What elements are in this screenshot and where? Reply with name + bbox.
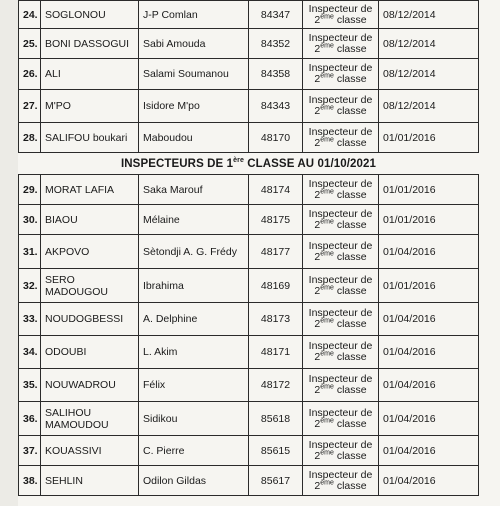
grade-line2: 2ème classe (314, 479, 367, 492)
row-number: 32. (19, 269, 41, 303)
grade-line1: Inspecteur de (308, 239, 373, 252)
grade-line2: 2ème classe (314, 417, 367, 430)
surname-cell: BIAOU (41, 205, 139, 235)
date-cell: 08/12/2014 (379, 59, 479, 90)
first-name-cell: Ibrahima (139, 269, 249, 303)
section-title: INSPECTEURS DE 1ère CLASSE AU 01/10/2021 (19, 153, 479, 175)
grade-line1: Inspecteur de (308, 406, 373, 419)
grade-cell (303, 466, 379, 496)
date-cell: 01/04/2016 (379, 303, 479, 336)
grade-cell (303, 436, 379, 466)
registration-number-cell: 48173 (249, 303, 303, 336)
date-cell: 08/12/2014 (379, 1, 479, 29)
date-cell: 01/01/2016 (379, 205, 479, 235)
surname-cell: ALI (41, 59, 139, 90)
grade-line2: 2ème classe (314, 218, 367, 231)
table-row (19, 303, 479, 336)
surname-cell: KOUASSIVI (41, 436, 139, 466)
grade-cell (303, 402, 379, 436)
surname-cell: M'PO (41, 90, 139, 123)
first-name-cell: Félix (139, 369, 249, 402)
registration-number-cell: 85618 (249, 402, 303, 436)
table-row (19, 336, 479, 369)
grade-cell (303, 1, 379, 29)
row-number: 31. (19, 235, 41, 269)
row-number: 35. (19, 369, 41, 402)
surname-cell: MORAT LAFIA (41, 175, 139, 205)
grade-line1: Inspecteur de (308, 207, 373, 220)
table-row (19, 402, 479, 436)
row-number: 37. (19, 436, 41, 466)
grade-line2: 2ème classe (314, 284, 367, 297)
row-number: 25. (19, 29, 41, 59)
surname-cell: SERO MADOUGOU (41, 269, 139, 303)
grade-line1: Inspecteur de (308, 31, 373, 44)
first-name-cell: Sètondji A. G. Frédy (139, 235, 249, 269)
registration-number-cell: 48172 (249, 369, 303, 402)
first-name-cell: Maboudou (139, 123, 249, 153)
row-number: 38. (19, 466, 41, 496)
first-name-cell: Saka Marouf (139, 175, 249, 205)
surname-cell: SALIHOU MAMOUDOU (41, 402, 139, 436)
date-cell: 01/04/2016 (379, 369, 479, 402)
grade-line1: Inspecteur de (308, 438, 373, 451)
registration-number-cell: 48177 (249, 235, 303, 269)
first-name-cell: Sabi Amouda (139, 29, 249, 59)
date-cell: 01/04/2016 (379, 336, 479, 369)
first-name-cell: C. Pierre (139, 436, 249, 466)
inspectors-table (18, 0, 479, 496)
grade-line2: 2ème classe (314, 317, 367, 330)
row-number: 30. (19, 205, 41, 235)
first-name-cell: Isidore M'po (139, 90, 249, 123)
date-cell: 01/01/2016 (379, 269, 479, 303)
grade-cell (303, 336, 379, 369)
grade-line1: Inspecteur de (308, 177, 373, 190)
grade-line2: 2ème classe (314, 136, 367, 149)
table-row (19, 466, 479, 496)
row-number: 36. (19, 402, 41, 436)
date-cell: 01/01/2016 (379, 175, 479, 205)
table-row (19, 436, 479, 466)
registration-number-cell: 84347 (249, 1, 303, 29)
row-number: 29. (19, 175, 41, 205)
date-cell: 08/12/2014 (379, 90, 479, 123)
first-name-cell: L. Akim (139, 336, 249, 369)
date-cell: 01/04/2016 (379, 466, 479, 496)
row-number: 33. (19, 303, 41, 336)
table-row (19, 369, 479, 402)
first-name-cell: Mélaine (139, 205, 249, 235)
surname-cell: SEHLIN (41, 466, 139, 496)
date-cell: 01/01/2016 (379, 123, 479, 153)
grade-line2: 2ème classe (314, 13, 367, 26)
grade-cell (303, 123, 379, 153)
grade-cell (303, 205, 379, 235)
grade-cell (303, 235, 379, 269)
date-cell: 08/12/2014 (379, 29, 479, 59)
registration-number-cell: 84358 (249, 59, 303, 90)
table-row (19, 29, 479, 59)
grade-line1: Inspecteur de (308, 62, 373, 74)
grade-cell (303, 29, 379, 59)
date-cell: 01/04/2016 (379, 436, 479, 466)
registration-number-cell: 85615 (249, 436, 303, 466)
row-number: 34. (19, 336, 41, 369)
table-row (19, 1, 479, 29)
registration-number-cell: 84343 (249, 90, 303, 123)
grade-line1: Inspecteur de (308, 94, 373, 106)
table-row (19, 90, 479, 123)
date-cell: 01/04/2016 (379, 235, 479, 269)
grade-line1: Inspecteur de (308, 273, 373, 286)
grade-line2: 2ème classe (314, 72, 367, 85)
grade-cell (303, 369, 379, 402)
section-header-row (19, 153, 479, 175)
grade-cell (303, 175, 379, 205)
grade-line2: 2ème classe (314, 188, 367, 201)
registration-number-cell: 48170 (249, 123, 303, 153)
registration-number-cell: 84352 (249, 29, 303, 59)
table-body-bottom (19, 175, 479, 496)
document-page (18, 0, 500, 506)
registration-number-cell: 48171 (249, 336, 303, 369)
date-cell: 01/04/2016 (379, 402, 479, 436)
grade-cell (303, 303, 379, 336)
first-name-cell: Odilon Gildas (139, 466, 249, 496)
grade-line1: Inspecteur de (308, 2, 373, 15)
table-row (19, 269, 479, 303)
grade-line2: 2ème classe (314, 250, 367, 263)
surname-cell: ODOUBI (41, 336, 139, 369)
grade-line2: 2ème classe (314, 383, 367, 396)
grade-line2: 2ème classe (314, 449, 367, 462)
first-name-cell: Salami Soumanou (139, 59, 249, 90)
registration-number-cell: 48175 (249, 205, 303, 235)
grade-line1: Inspecteur de (308, 373, 373, 385)
table-row (19, 175, 479, 205)
surname-cell: BONI DASSOGUI (41, 29, 139, 59)
surname-cell: NOUDOGBESSI (41, 303, 139, 336)
table-row (19, 59, 479, 90)
registration-number-cell: 48169 (249, 269, 303, 303)
grade-line2: 2ème classe (314, 42, 367, 55)
first-name-cell: A. Delphine (139, 303, 249, 336)
table-row (19, 205, 479, 235)
surname-cell: NOUWADROU (41, 369, 139, 402)
grade-line1: Inspecteur de (308, 468, 373, 481)
section-header-body (19, 153, 479, 175)
grade-cell (303, 59, 379, 90)
grade-line2: 2ème classe (314, 104, 367, 117)
row-number: 24. (19, 1, 41, 29)
surname-cell: SALIFOU boukari (41, 123, 139, 153)
grade-line1: Inspecteur de (308, 125, 373, 138)
first-name-cell: J-P Comlan (139, 1, 249, 29)
surname-cell: AKPOVO (41, 235, 139, 269)
table-body-top (19, 1, 479, 153)
grade-line1: Inspecteur de (308, 340, 373, 352)
registration-number-cell: 85617 (249, 466, 303, 496)
row-number: 26. (19, 59, 41, 90)
grade-line2: 2ème classe (314, 350, 367, 363)
row-number: 27. (19, 90, 41, 123)
row-number: 28. (19, 123, 41, 153)
table-row (19, 123, 479, 153)
grade-cell (303, 90, 379, 123)
first-name-cell: Sidikou (139, 402, 249, 436)
registration-number-cell: 48174 (249, 175, 303, 205)
surname-cell: SOGLONOU (41, 1, 139, 29)
table-row (19, 235, 479, 269)
grade-line1: Inspecteur de (308, 307, 373, 319)
grade-cell (303, 269, 379, 303)
